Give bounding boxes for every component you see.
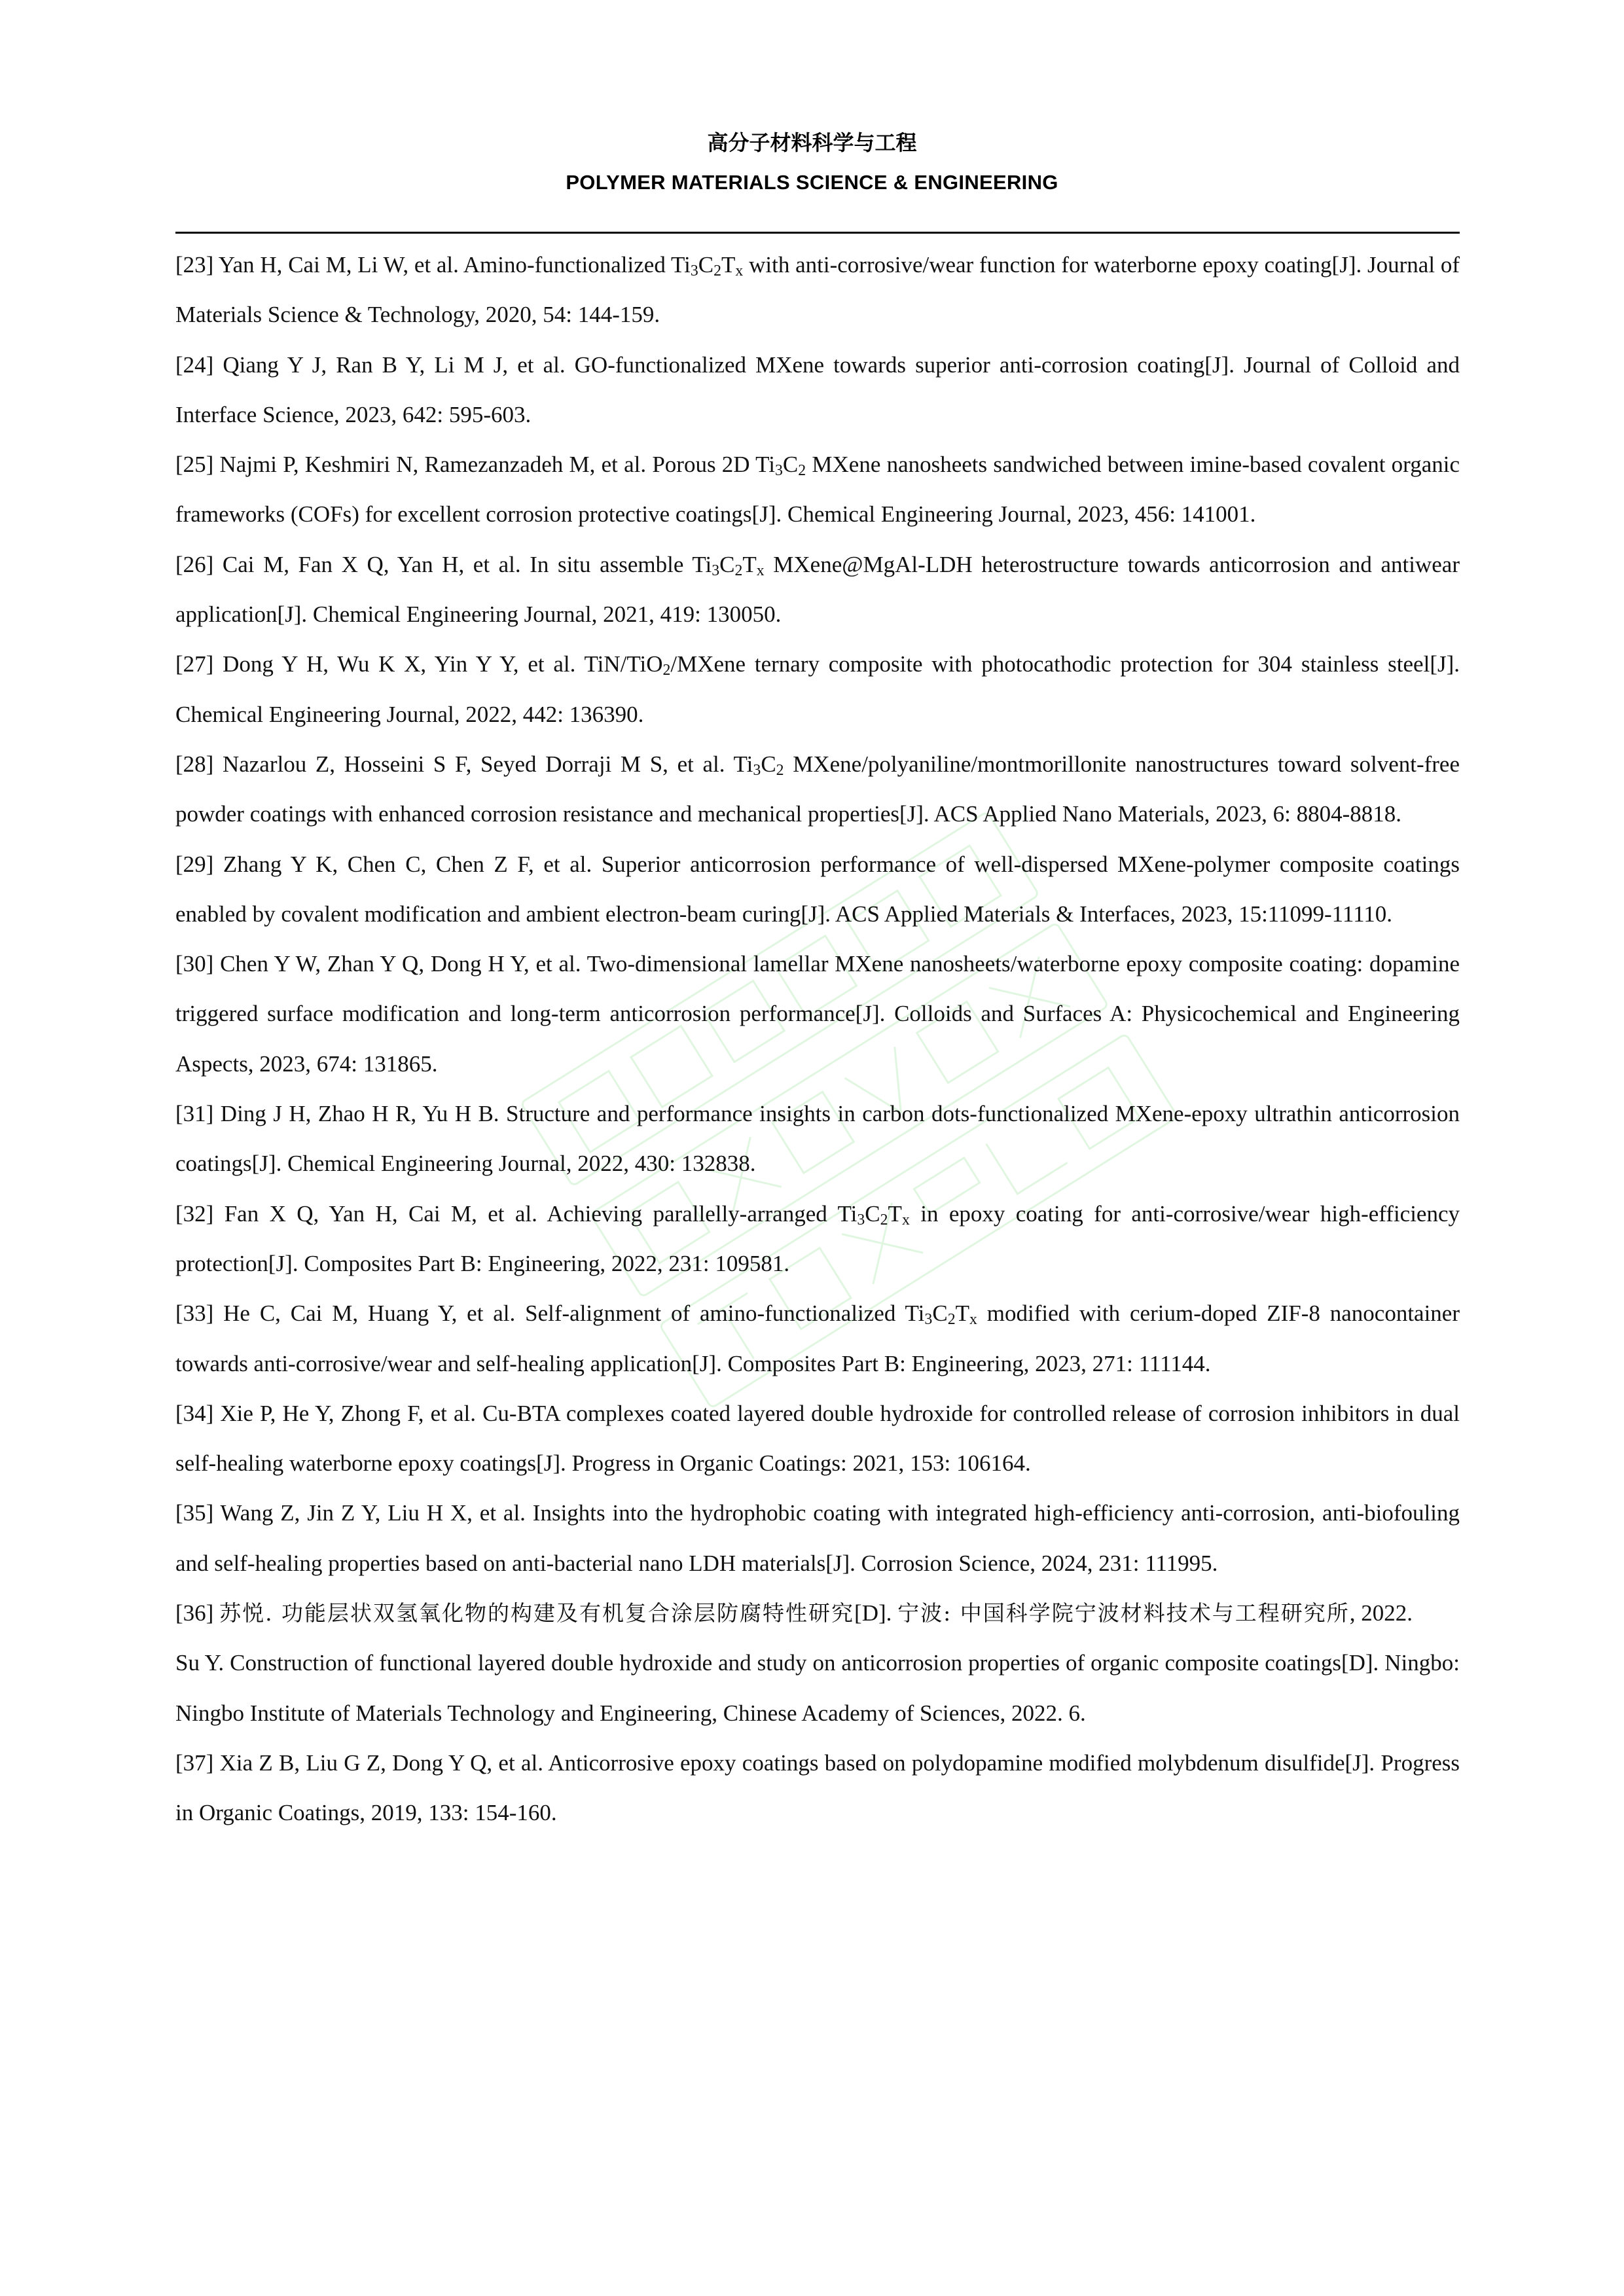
reference-text: modified with cerium-doped ZIF-8 nanocontainer towards anti-corrosive/wear and self-healing application[J]. Composites Part B: Engineering, 2023, 271: 111144. [175,1300,1460,1376]
reference-subscript: 3 [690,262,698,280]
reference-text: [24] Qiang Y J, Ran B Y, Li M J, et al. GO-functionalized MXene towards superior anti-corrosion coating[J]. Journal of Colloid and Interface Science, 2023, 642: 595-603. [175,351,1460,427]
reference-text: [27] Dong Y H, Wu K X, Yin Y Y, et al. TiN/TiO [175,651,663,677]
reference-list [175,240,1460,1839]
reference-text: [26] Cai M, Fan X Q, Yan H, et al. In situ assemble Ti [175,551,712,577]
reference-subscript: 3 [712,562,720,580]
reference-text: 苏悦. 功能层状双氢氧化物的构建及有机复合涂层防腐特性研究 [219,1600,855,1626]
reference-text: [36] [175,1600,220,1626]
reference-subscript: 3 [753,762,761,780]
reference-item [175,1189,1460,1289]
reference-item [175,1738,1460,1839]
reference-text: [33] He C, Cai M, Huang Y, et al. Self-alignment of amino-functionalized Ti [175,1300,925,1327]
reference-text: C [782,452,799,478]
reference-text: C [865,1200,880,1227]
reference-subscript: 2 [734,562,743,580]
reference-item [175,1389,1460,1489]
reference-subscript: x [969,1311,977,1329]
reference-text: /MXene ternary composite with photocathodic protection for 304 stainless steel[J]. Chemical Engineering Journal, 2022, 442: 136390. [175,651,1460,727]
reference-text: [23] Yan H, Cai M, Li W, et al. Amino-functionalized Ti [175,252,691,278]
reference-text: MXene@MgAl-LDH heterostructure towards anticorrosion and antiwear application[J]. Chemical Engineering Journal, 2021, 419: 130050. [175,551,1460,628]
reference-text: [34] Xie P, He Y, Zhong F, et al. Cu-BTA complexes coated layered double hydroxide for controlled release of corrosion inhibitors in dual self-healing waterborne epoxy coatings[J]. Progress in Organic Coatings: 2021, 153: 106164. [175,1400,1460,1477]
reference-text: T [955,1300,969,1327]
reference-item [175,440,1460,540]
reference-text: C [932,1300,948,1327]
reference-text: MXene nanosheets sandwiched between imine-based covalent organic frameworks (COFs) for excellent corrosion protective coatings[J]. Chemical Engineering Journal, 2023, 456: 141001. [175,452,1460,528]
reference-item [175,540,1460,640]
reference-subscript: x [756,562,765,580]
reference-item [175,840,1460,940]
reference-text: T [721,252,736,278]
reference-text: in epoxy coating for anti-corrosive/wear high-efficiency protection[J]. Composites Part B: Engineering, 2022, 231: 109581. [175,1200,1460,1276]
reference-text: Su Y. Construction of functional layered double hydroxide and study on anticorrosion properties of organic composite coatings[D]. Ningbo: Ningbo Institute of Materials Technology and Engineering, Chinese Academy of Sciences, 2022. 6. [175,1650,1460,1726]
reference-text: [31] Ding J H, Zhao H R, Yu H B. Structure and performance insights in carbon dots-functionalized MXene-epoxy ultrathin anticorrosion coatings[J]. Chemical Engineering Journal, 2022, 430: 132838. [175,1101,1460,1177]
header-divider [175,232,1460,234]
reference-text: C [719,551,735,577]
journal-title-english: POLYMER MATERIALS SCIENCE & ENGINEERING [566,171,1058,194]
reference-item [175,939,1460,1089]
reference-text: [25] Najmi P, Keshmiri N, Ramezanzadeh M, et al. Porous 2D Ti [175,452,776,478]
reference-item [175,1588,1460,1638]
reference-subscript: 2 [713,262,722,280]
reference-text: [29] Zhang Y K, Chen C, Chen Z F, et al. Superior anticorrosion performance of well-dispersed MXene-polymer composite coatings enabled by covalent modification and ambient electron-beam curing[J]. ACS Applied Materials & Interfaces, 2023, 15:11099-11110. [175,851,1460,927]
reference-item [175,740,1460,840]
reference-text: [30] Chen Y W, Zhan Y Q, Dong H Y, et al. Two-dimensional lamellar MXene nanosheets/waterborne epoxy composite coating: dopamine triggered surface modification and long-term anticorrosion performance[J]. Colloids and Surfaces A: Physicochemical and Engineering Aspects, 2023, 674: 131865. [175,951,1460,1077]
reference-subscript: x [901,1211,910,1229]
reference-subscript: 2 [798,462,806,480]
reference-subscript: 2 [776,762,784,780]
reference-text: [32] Fan X Q, Yan H, Cai M, et al. Achieving parallelly-arranged Ti [175,1200,857,1227]
reference-item [175,1089,1460,1189]
reference-text: [28] Nazarlou Z, Hosseini S F, Seyed Dorraji M S, et al. Ti [175,751,753,777]
reference-text: [37] Xia Z B, Liu G Z, Dong Y Q, et al. Anticorrosive epoxy coatings based on polydopamine modified molybdenum disulfide[J]. Progress in Organic Coatings, 2019, 133: 154-160. [175,1749,1460,1826]
reference-subscript: 2 [662,662,671,679]
reference-item [175,1289,1460,1389]
reference-subscript: 2 [880,1211,888,1229]
reference-subscript: 2 [947,1311,956,1329]
reference-subscript: 3 [924,1311,933,1329]
reference-text: C [761,751,776,777]
reference-item [175,340,1460,440]
reference-text: MXene/polyaniline/montmorillonite nanostructures toward solvent-free powder coatings with enhanced corrosion resistance and mechanical properties[J]. ACS Applied Nano Materials, 2023, 6: 8804-8818. [175,751,1460,827]
reference-text: , 2022. [1349,1600,1413,1626]
reference-text: [D]. [854,1600,898,1626]
reference-item [175,639,1460,740]
reference-subscript: x [735,262,744,280]
reference-text: T [888,1200,902,1227]
reference-subscript: 3 [857,1211,865,1229]
reference-text: C [698,252,714,278]
reference-item [175,1638,1460,1738]
reference-text: 宁波: 中国科学院宁波材料技术与工程研究所 [897,1600,1350,1626]
reference-item [175,1488,1460,1588]
reference-text: [35] Wang Z, Jin Z Y, Liu H X, et al. Insights into the hydrophobic coating with integrated high-efficiency anti-corrosion, anti-biofouling and self-healing properties based on anti-bacterial nano LDH materials[J]. Corrosion Science, 2024, 231: 111995. [175,1500,1460,1576]
journal-header [0,124,1624,204]
journal-title-chinese: 高分子材料科学与工程 [707,130,917,155]
reference-text: T [742,551,757,577]
reference-text: with anti-corrosive/wear function for waterborne epoxy coating[J]. Journal of Materials Science & Technology, 2020, 54: 144-159. [175,252,1460,328]
reference-subscript: 3 [775,462,783,480]
reference-item [175,240,1460,340]
